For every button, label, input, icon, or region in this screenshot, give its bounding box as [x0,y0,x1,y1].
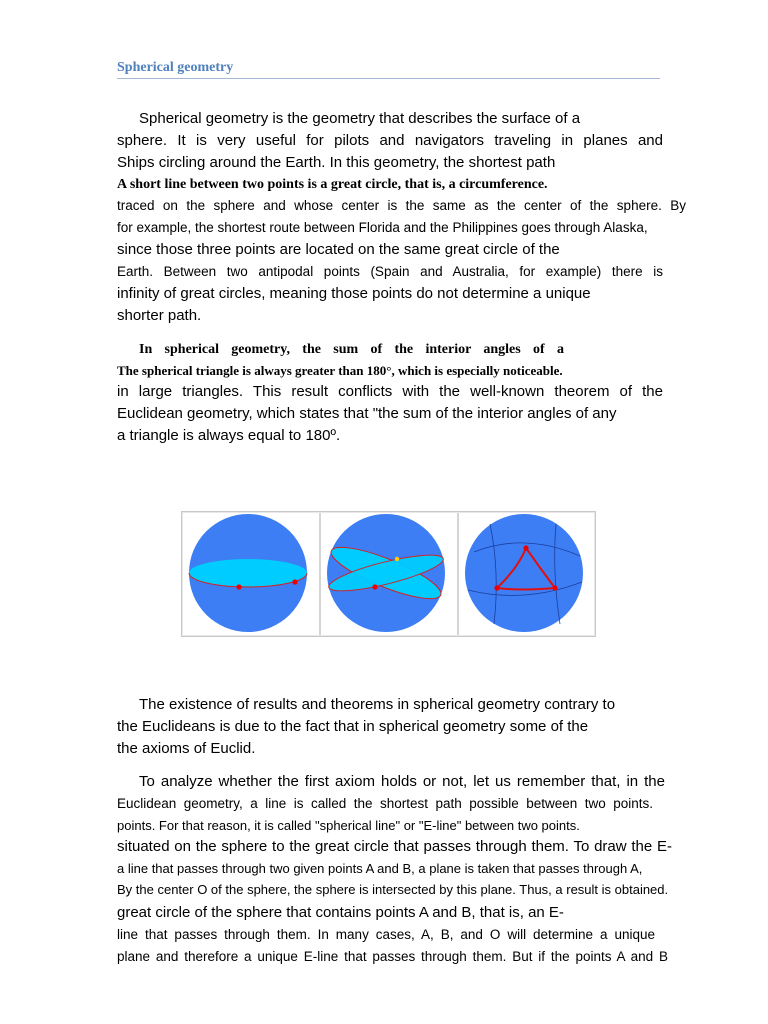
text-line: plane and therefore a unique E-line that passes through them. But if the points A and B [117,949,668,964]
sphere-triangle-image [460,512,594,634]
text-line: The spherical triangle is always greater than 180°, which is especially noticeable. [117,363,563,378]
text-line: Euclidean geometry, which states that "the sum of the interior angles of any [117,405,617,422]
text-line: By the center O of the sphere, the sphere is intersected by this plane. Thus, a result is obtained. [117,882,669,897]
page-header-title: Spherical geometry [117,60,660,79]
text-line: great circle of the sphere that contains points A and B, that is, an E- [117,904,564,921]
text-line: Euclidean geometry, a line is called the shortest path possible between two points. [117,796,653,811]
text-line: infinity of great circles, meaning those points do not determine a unique [117,285,591,302]
text-line: Ships circling around the Earth. In this geometry, the shortest path [117,154,556,171]
text-line: situated on the sphere to the great circle that passes through them. To draw the E- [117,838,672,855]
text-line: for example, the shortest route between Florida and the Philippines goes through Alaska, [117,220,648,235]
sphere-great-circle-image [184,512,318,634]
text-line: a line that passes through two given points A and B, a plane is taken that passes through A, [117,861,643,876]
text-line: traced on the sphere and whose center is the same as the center of the sphere. By [117,198,686,213]
text-line: The existence of results and theorems in spherical geometry contrary to [139,696,616,713]
text-line: To analyze whether the first axiom holds or not, let us remember that, in the [139,773,665,790]
text-line: the Euclideans is due to the fact that in spherical geometry some of the [117,718,589,735]
text-line: in large triangles. This result conflicts with the well-known theorem of the [117,383,663,400]
sphere-intersecting-circles-image [322,512,456,634]
text-line: since those three points are located on the same great circle of the [117,241,560,258]
text-line: line that passes through them. In many cases, A, B, and O will determine a unique [117,927,655,942]
text-line: the axioms of Euclid. [117,740,256,757]
text-line: sphere. It is very useful for pilots and navigators traveling in planes and [117,132,663,149]
text-line: points. For that reason, it is called "spherical line" or "E-line" between two points. [117,818,580,833]
spheres-figure [181,511,596,637]
text-line: Earth. Between two antipodal points (Spain and Australia, for example) there is [117,264,663,279]
text-line: A short line between two points is a great circle, that is, a circumference. [117,177,548,192]
text-line: In spherical geometry, the sum of the interior angles of a [139,342,564,357]
text-line: a triangle is always equal to 180º. [117,427,341,444]
text-line: Spherical geometry is the geometry that describes the surface of a [139,110,581,127]
text-line: shorter path. [117,307,202,324]
